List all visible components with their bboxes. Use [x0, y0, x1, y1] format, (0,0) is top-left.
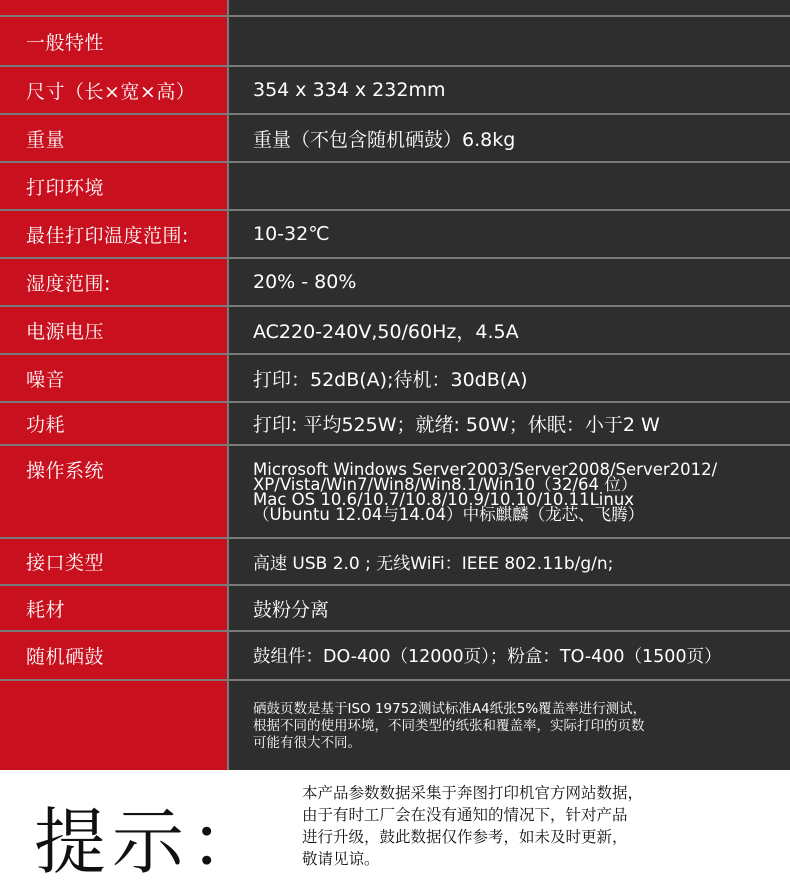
spec-row — [0, 446, 790, 537]
spec-value: AC220-240V,50/60Hz，4.5A — [229, 307, 790, 353]
spec-label: 功耗 — [0, 403, 227, 444]
spec-value: 354 x 334 x 232mm — [229, 67, 790, 113]
spec-row — [0, 307, 790, 353]
spec-value: 鼓粉分离 — [229, 586, 790, 630]
spec-value: 重量（不包含随机硒鼓）6.8kg — [229, 115, 790, 161]
spec-row — [0, 403, 790, 444]
spec-value: 打印: 平均525W；就绪: 50W；休眠：小于2 W — [229, 403, 790, 444]
spec-value: Microsoft Windows Server2003/Server2008/Server2012/ XP/Vista/Win7/Win8/Win8.1/Win10（32/64 位） Mac OS 10.6/10.7/10.8/10.9/10.10/10.11Linux （Ubuntu 12.04与14.04）中标麒麟（龙芯、飞腾） — [229, 446, 790, 537]
spec-value — [229, 17, 790, 65]
spec-row — [0, 0, 790, 15]
spec-value: 20% - 80% — [229, 259, 790, 305]
spec-label — [0, 0, 227, 15]
spec-row — [0, 163, 790, 209]
spec-label: 湿度范围: — [0, 259, 227, 305]
spec-value — [229, 0, 790, 15]
spec-row — [0, 681, 790, 770]
spec-row — [0, 67, 790, 113]
spec-note: 硒鼓页数是基于ISO 19752测试标准A4纸张5%覆盖率进行测试， 根据不同的使用环境，不同类型的纸张和覆盖率，实际打印的页数 可能有很大不同。 — [229, 681, 790, 770]
spec-row — [0, 539, 790, 584]
spec-label: 操作系统 — [0, 446, 227, 537]
spec-label: 随机硒鼓 — [0, 632, 227, 679]
spec-value: 高速 USB 2.0 ; 无线WiFi：IEEE 802.11b/g/n; — [229, 539, 790, 584]
spec-label: 噪音 — [0, 355, 227, 401]
spec-value: 打印：52dB(A);待机：30dB(A) — [229, 355, 790, 401]
spec-label — [0, 681, 227, 770]
spec-value — [229, 163, 790, 209]
spec-label: 接口类型 — [0, 539, 227, 584]
spec-row — [0, 632, 790, 679]
spec-label: 尺寸（长×宽×高） — [0, 67, 227, 113]
tip-title: 提示： — [34, 800, 269, 884]
spec-label: 一般特性 — [0, 17, 227, 65]
spec-row — [0, 586, 790, 630]
spec-label: 重量 — [0, 115, 227, 161]
spec-row — [0, 259, 790, 305]
spec-label: 耗材 — [0, 586, 227, 630]
spec-row — [0, 211, 790, 257]
spec-value: 10-32℃ — [229, 211, 790, 257]
spec-row — [0, 17, 790, 65]
spec-value: 鼓组件：DO-400（12000页）；粉盒：TO-400（1500页） — [229, 632, 790, 679]
spec-label: 最佳打印温度范围: — [0, 211, 227, 257]
tip-section — [0, 770, 790, 888]
spec-label: 打印环境 — [0, 163, 227, 209]
spec-label: 电源电压 — [0, 307, 227, 353]
spec-row — [0, 355, 790, 401]
spec-row — [0, 115, 790, 161]
tip-text: 本产品参数数据采集于奔图打印机官方网站数据， 由于有时工厂会在没有通知的情况下，针对产品 进行升级，鼓此数据仅作参考，如未及时更新， 敬请见谅。 — [302, 784, 644, 868]
